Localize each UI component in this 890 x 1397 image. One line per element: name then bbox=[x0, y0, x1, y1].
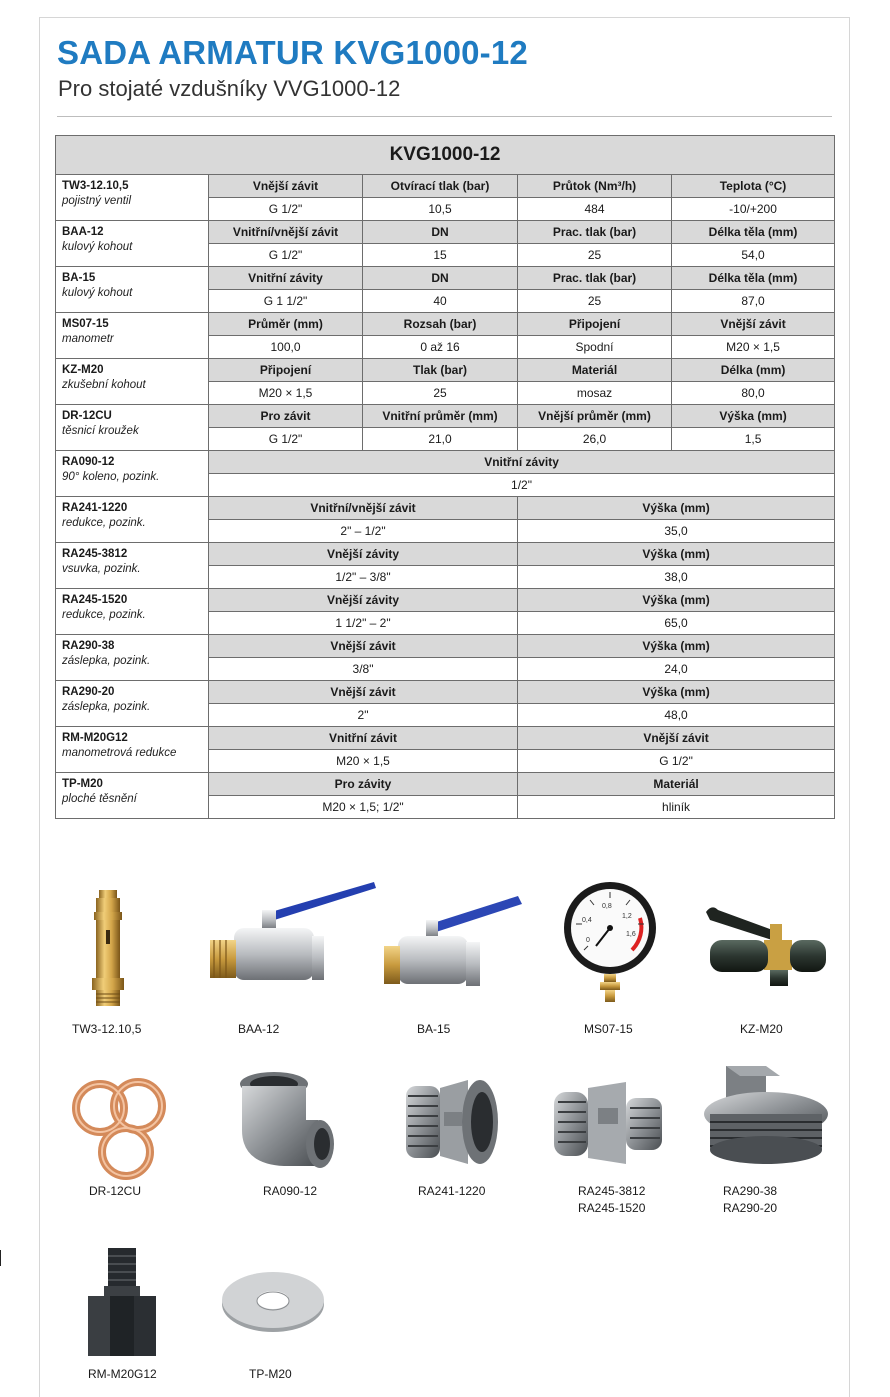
spec-label: Vnitřní závity bbox=[209, 451, 835, 474]
spec-row-labels bbox=[56, 267, 835, 290]
margin-mark bbox=[0, 1250, 1, 1266]
spec-label: Připojení bbox=[518, 313, 672, 336]
item-description: těsnicí kroužek bbox=[62, 425, 139, 437]
spec-label: Vnitřní/vnější závit bbox=[209, 497, 518, 520]
spec-value: mosaz bbox=[518, 382, 672, 405]
item-code: RA090-12 bbox=[62, 456, 115, 468]
item-code-cell bbox=[56, 681, 209, 727]
caption-ra245-3812: RA245-3812 bbox=[578, 1184, 646, 1198]
item-description: zkušební kohout bbox=[62, 379, 146, 391]
caption-ra241: RA241-1220 bbox=[418, 1184, 486, 1198]
item-code-cell bbox=[56, 451, 209, 497]
spec-row-labels bbox=[56, 681, 835, 704]
table-heading: KVG1000-12 bbox=[56, 136, 835, 175]
item-code-cell bbox=[56, 405, 209, 451]
caption-ra290-38: RA290-38 bbox=[723, 1184, 778, 1198]
spec-label: Výška (mm) bbox=[518, 681, 835, 704]
spec-label: Výška (mm) bbox=[518, 497, 835, 520]
spec-label: Délka (mm) bbox=[672, 359, 835, 382]
item-code: MS07-15 bbox=[62, 318, 109, 330]
ms07-pressure-gauge-image bbox=[560, 880, 660, 1005]
spec-label: Výška (mm) bbox=[518, 543, 835, 566]
spec-label: DN bbox=[363, 267, 518, 290]
gauge-tick-4: 1,6 bbox=[626, 931, 636, 938]
spec-label: Vnitřní závity bbox=[209, 267, 363, 290]
spec-label: Vnější závity bbox=[209, 589, 518, 612]
caption-baa: BAA-12 bbox=[238, 1022, 280, 1036]
spec-value: 25 bbox=[363, 382, 518, 405]
item-code-cell bbox=[56, 313, 209, 359]
page-subtitle: Pro stojaté vzdušníky VVG1000-12 bbox=[58, 76, 401, 101]
item-code-cell bbox=[56, 175, 209, 221]
item-description: pojistný ventil bbox=[62, 195, 132, 207]
tw3-valve-image bbox=[84, 888, 132, 1008]
gauge-tick-0: 0 bbox=[586, 937, 590, 944]
spec-value: 25 bbox=[518, 290, 672, 313]
spec-value: 1/2" bbox=[209, 474, 835, 497]
item-code: TW3-12.10,5 bbox=[62, 180, 129, 192]
spec-label: Prac. tlak (bar) bbox=[518, 221, 672, 244]
spec-label: Teplota (°C) bbox=[672, 175, 835, 198]
spec-value: M20 × 1,5 bbox=[672, 336, 835, 359]
caption-dr: DR-12CU bbox=[89, 1184, 142, 1198]
spec-row-labels bbox=[56, 589, 835, 612]
spec-label: Otvírací tlak (bar) bbox=[363, 175, 518, 198]
ba-ball-valve-image bbox=[380, 892, 525, 1000]
item-description: 90° koleno, pozink. bbox=[62, 471, 160, 483]
spec-value: 54,0 bbox=[672, 244, 835, 267]
item-code: RM-M20G12 bbox=[62, 732, 128, 744]
spec-row-labels bbox=[56, 313, 835, 336]
spec-value: 3/8" bbox=[209, 658, 518, 681]
spec-row-labels bbox=[56, 635, 835, 658]
item-code: BAA-12 bbox=[62, 226, 104, 238]
kz-test-valve-image bbox=[702, 902, 830, 992]
spec-value: 25 bbox=[518, 244, 672, 267]
spec-value: 1 1/2" – 2" bbox=[209, 612, 518, 635]
ra290-plug-image bbox=[700, 1064, 832, 1172]
spec-label: Výška (mm) bbox=[672, 405, 835, 428]
ra090-elbow-image bbox=[236, 1070, 340, 1174]
item-code-cell bbox=[56, 727, 209, 773]
ra241-reducer-image bbox=[402, 1076, 502, 1168]
spec-label: Výška (mm) bbox=[518, 589, 835, 612]
caption-ra290-20: RA290-20 bbox=[723, 1201, 778, 1215]
spec-value: 87,0 bbox=[672, 290, 835, 313]
rm-gauge-adapter-image bbox=[84, 1246, 160, 1358]
spec-value: hliník bbox=[518, 796, 835, 819]
ra245-nipple-image bbox=[550, 1078, 666, 1168]
item-code: TP-M20 bbox=[62, 778, 103, 790]
spec-value: M20 × 1,5 bbox=[209, 382, 363, 405]
item-code: DR-12CU bbox=[62, 410, 112, 422]
item-description: kulový kohout bbox=[62, 241, 133, 253]
gauge-tick-2: 0,8 bbox=[602, 903, 612, 910]
item-code-cell bbox=[56, 359, 209, 405]
spec-label: Vnitřní/vnější závit bbox=[209, 221, 363, 244]
spec-value: G 1/2" bbox=[518, 750, 835, 773]
spec-value: -10/+200 bbox=[672, 198, 835, 221]
spec-row-labels bbox=[56, 405, 835, 428]
caption-rm: RM-M20G12 bbox=[88, 1367, 157, 1381]
spec-value: 65,0 bbox=[518, 612, 835, 635]
divider bbox=[57, 116, 832, 117]
gauge-tick-1: 0,4 bbox=[582, 917, 592, 924]
caption-tw3: TW3-12.10,5 bbox=[72, 1022, 142, 1036]
spec-label: Vnější závit bbox=[209, 635, 518, 658]
spec-value: Spodní bbox=[518, 336, 672, 359]
caption-ra245-1520: RA245-1520 bbox=[578, 1201, 646, 1215]
tp-flat-seal-image bbox=[220, 1268, 326, 1334]
caption-kz: KZ-M20 bbox=[740, 1022, 783, 1036]
spec-value: 15 bbox=[363, 244, 518, 267]
item-code-cell bbox=[56, 543, 209, 589]
item-description: kulový kohout bbox=[62, 287, 133, 299]
item-code-cell bbox=[56, 589, 209, 635]
item-code-cell bbox=[56, 635, 209, 681]
caption-ra090: RA090-12 bbox=[263, 1184, 318, 1198]
item-description: manometrová redukce bbox=[62, 747, 177, 759]
spec-label: Vnější závity bbox=[209, 543, 518, 566]
spec-value: 48,0 bbox=[518, 704, 835, 727]
spec-label: Materiál bbox=[518, 359, 672, 382]
spec-label: Průtok (Nm³/h) bbox=[518, 175, 672, 198]
spec-label: Prac. tlak (bar) bbox=[518, 267, 672, 290]
item-description: manometr bbox=[62, 333, 114, 345]
item-code: RA245-1520 bbox=[62, 594, 128, 606]
spec-value: 80,0 bbox=[672, 382, 835, 405]
spec-label: Vnitřní závit bbox=[209, 727, 518, 750]
spec-table bbox=[55, 135, 835, 819]
spec-row-labels bbox=[56, 175, 835, 198]
item-code: RA245-3812 bbox=[62, 548, 128, 560]
spec-value: M20 × 1,5; 1/2" bbox=[209, 796, 518, 819]
spec-label: Výška (mm) bbox=[518, 635, 835, 658]
item-description: redukce, pozink. bbox=[62, 517, 146, 529]
page-title: SADA ARMATUR KVG1000-12 bbox=[57, 34, 528, 71]
spec-value: 100,0 bbox=[209, 336, 363, 359]
spec-label: Délka těla (mm) bbox=[672, 221, 835, 244]
item-description: záslepka, pozink. bbox=[62, 701, 151, 713]
spec-value: G 1/2" bbox=[209, 428, 363, 451]
spec-value: 10,5 bbox=[363, 198, 518, 221]
spec-value: G 1/2" bbox=[209, 244, 363, 267]
spec-label: Vnější závit bbox=[518, 727, 835, 750]
item-code: KZ-M20 bbox=[62, 364, 104, 376]
baa-ball-valve-image bbox=[206, 878, 378, 998]
spec-value: 24,0 bbox=[518, 658, 835, 681]
spec-value: 21,0 bbox=[363, 428, 518, 451]
caption-ba: BA-15 bbox=[417, 1022, 451, 1036]
spec-label: Rozsah (bar) bbox=[363, 313, 518, 336]
spec-label: Tlak (bar) bbox=[363, 359, 518, 382]
spec-row-labels bbox=[56, 543, 835, 566]
spec-value: 2" – 1/2" bbox=[209, 520, 518, 543]
item-code-cell bbox=[56, 497, 209, 543]
spec-value: 35,0 bbox=[518, 520, 835, 543]
item-code: BA-15 bbox=[62, 272, 96, 284]
spec-value: M20 × 1,5 bbox=[209, 750, 518, 773]
spec-row-labels bbox=[56, 221, 835, 244]
caption-ms07: MS07-15 bbox=[584, 1022, 633, 1036]
dr-copper-rings-image bbox=[68, 1070, 172, 1182]
item-code-cell bbox=[56, 267, 209, 313]
item-description: vsuvka, pozink. bbox=[62, 563, 141, 575]
spec-value: 0 až 16 bbox=[363, 336, 518, 359]
spec-label: Vnitřní průměr (mm) bbox=[363, 405, 518, 428]
spec-label: Pro závity bbox=[209, 773, 518, 796]
item-code: RA241-1220 bbox=[62, 502, 128, 514]
item-description: redukce, pozink. bbox=[62, 609, 146, 621]
spec-label: Vnější závit bbox=[672, 313, 835, 336]
spec-label: Pro závit bbox=[209, 405, 363, 428]
spec-value: 40 bbox=[363, 290, 518, 313]
spec-label: DN bbox=[363, 221, 518, 244]
spec-label: Materiál bbox=[518, 773, 835, 796]
spec-value: 484 bbox=[518, 198, 672, 221]
gauge-tick-3: 1,2 bbox=[622, 913, 632, 920]
spec-row-labels bbox=[56, 451, 835, 474]
spec-value: G 1/2" bbox=[209, 198, 363, 221]
spec-row-labels bbox=[56, 727, 835, 750]
spec-label: Průměr (mm) bbox=[209, 313, 363, 336]
item-code: RA290-20 bbox=[62, 686, 115, 698]
spec-value: 26,0 bbox=[518, 428, 672, 451]
spec-row-labels bbox=[56, 497, 835, 520]
spec-value: 1/2" – 3/8" bbox=[209, 566, 518, 589]
item-code: RA290-38 bbox=[62, 640, 115, 652]
spec-value: 38,0 bbox=[518, 566, 835, 589]
item-description: ploché těsnění bbox=[62, 793, 137, 805]
spec-row-labels bbox=[56, 773, 835, 796]
spec-value: 2" bbox=[209, 704, 518, 727]
spec-label: Vnější závit bbox=[209, 681, 518, 704]
spec-label: Připojení bbox=[209, 359, 363, 382]
spec-value: 1,5 bbox=[672, 428, 835, 451]
spec-label: Vnější průměr (mm) bbox=[518, 405, 672, 428]
item-code-cell bbox=[56, 773, 209, 819]
spec-label: Délka těla (mm) bbox=[672, 267, 835, 290]
caption-tp: TP-M20 bbox=[249, 1367, 292, 1381]
spec-label: Vnější závit bbox=[209, 175, 363, 198]
spec-row-labels bbox=[56, 359, 835, 382]
item-description: záslepka, pozink. bbox=[62, 655, 151, 667]
item-code-cell bbox=[56, 221, 209, 267]
spec-value: G 1 1/2" bbox=[209, 290, 363, 313]
